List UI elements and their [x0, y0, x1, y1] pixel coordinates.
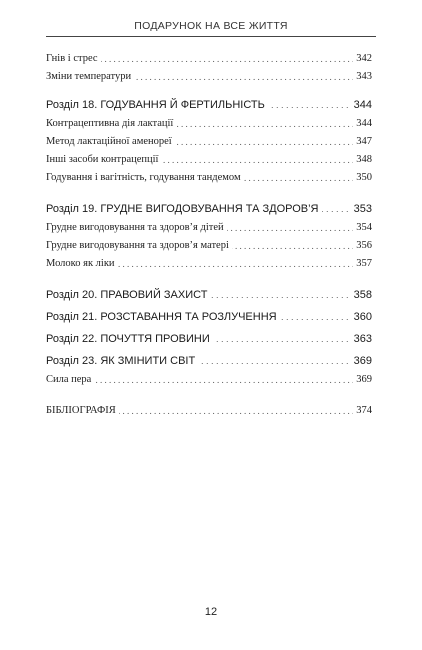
toc-entry — [46, 237, 372, 255]
toc-entry — [46, 115, 372, 133]
toc-entry — [46, 50, 372, 68]
toc-entry-title: Метод лактаційної аменореї — [46, 136, 175, 147]
toc-entry-page: 343 — [353, 68, 372, 86]
toc-chapter-page: 369 — [351, 352, 372, 371]
toc-entry-page: 342 — [353, 50, 372, 68]
toc-entry-page: 344 — [353, 115, 372, 133]
toc-entry — [46, 151, 372, 169]
page-number: 12 — [204, 606, 218, 618]
toc-chapter-19 — [46, 200, 372, 219]
toc-chapter-page: 363 — [351, 330, 372, 349]
toc-entry-page: 347 — [353, 133, 372, 151]
toc-chapter-21 — [46, 308, 372, 327]
toc-chapter-title: Розділ 23. ЯК ЗМІНИТИ СВІТ — [46, 355, 198, 367]
toc-entry-title: Контрацептивна дія лактації — [46, 118, 176, 129]
toc-chapter-title: Розділ 20. ПРАВОВИЙ ЗАХИСТ — [46, 289, 210, 301]
toc-chapter-page: 344 — [351, 96, 372, 115]
toc-bibliography — [46, 402, 372, 420]
toc-chapter-title: Розділ 22. ПОЧУТТЯ ПРОВИНИ — [46, 333, 213, 345]
toc-entry — [46, 219, 372, 237]
toc-entry-title: Гнів і стрес — [46, 53, 101, 64]
toc-entry-title: Годування і вагітність, годування тандемом — [46, 172, 244, 183]
toc-chapter-title: Розділ 18. ГОДУВАННЯ Й ФЕРТИЛЬНІСТЬ — [46, 99, 268, 111]
toc-entry — [46, 68, 372, 86]
toc-entry — [46, 371, 372, 389]
toc-bibliography-page: 374 — [353, 402, 372, 420]
toc-chapter-page: 353 — [351, 200, 372, 219]
toc-chapter-20 — [46, 286, 372, 305]
toc-entry-page: 354 — [353, 219, 372, 237]
toc-entry-page: 350 — [353, 169, 372, 187]
toc-entry — [46, 255, 372, 273]
toc-entry-title: Сила пера — [46, 374, 94, 385]
running-head: ПОДАРУНОК НА ВСЕ ЖИТТЯ — [46, 20, 376, 37]
toc-bibliography-title: БІБЛІОГРАФІЯ — [46, 405, 119, 416]
toc-entry-title: Грудне вигодовування та здоров’я дітей — [46, 222, 227, 233]
toc-entry — [46, 133, 372, 151]
toc-chapter-title: Розділ 21. РОЗСТАВАННЯ ТА РОЗЛУЧЕННЯ — [46, 311, 280, 323]
toc-entry-page: 369 — [353, 371, 372, 389]
toc-entry-page: 357 — [353, 255, 372, 273]
toc-chapter-22 — [46, 330, 372, 349]
toc-chapter-23 — [46, 352, 372, 371]
toc-chapter-page: 358 — [351, 286, 372, 305]
table-of-contents — [46, 50, 372, 420]
toc-entry-title: Зміни температури — [46, 71, 134, 82]
toc-chapter-18 — [46, 96, 372, 115]
toc-chapter-page: 360 — [351, 308, 372, 327]
toc-entry-page: 348 — [353, 151, 372, 169]
toc-entry — [46, 169, 372, 187]
toc-entry-title: Молоко як ліки — [46, 258, 118, 269]
toc-entry-title: Інші засоби контрацепції — [46, 154, 161, 165]
toc-entry-title: Грудне вигодовування та здоров’я матері — [46, 240, 232, 251]
toc-chapter-title: Розділ 19. ГРУДНЕ ВИГОДОВУВАННЯ ТА ЗДОРОВ’Я — [46, 203, 322, 215]
toc-entry-page: 356 — [353, 237, 372, 255]
